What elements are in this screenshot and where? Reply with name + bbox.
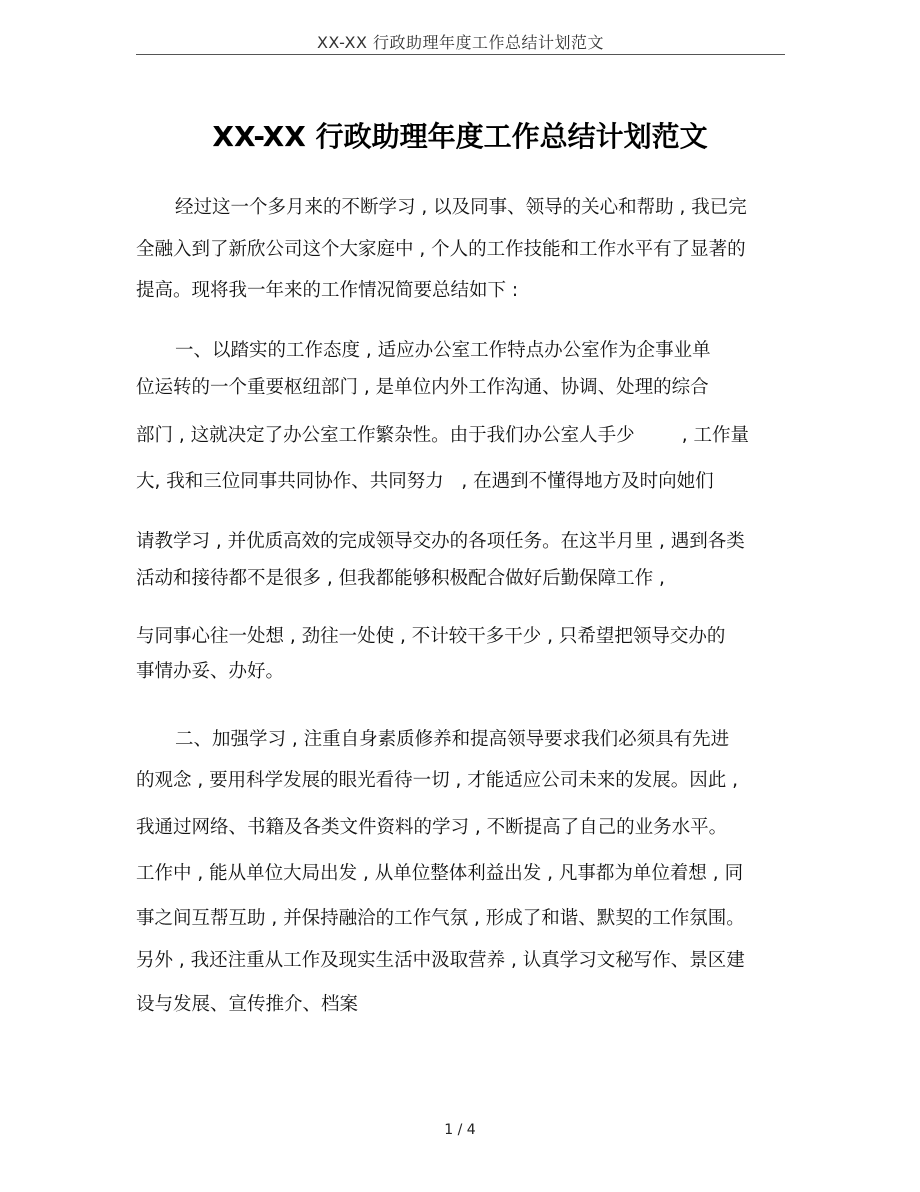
body-line: 全融入到了新欣公司这个大家庭中 , 个人的工作技能和工作水平有了显著的 xyxy=(136,239,746,260)
body-line: 我通过网络、书籍及各类文件资料的学习 , 不断提高了自己的业务水平。 xyxy=(136,817,728,838)
page-indicator: 1 / 4 xyxy=(444,1122,476,1138)
body-line: 设与发展、宣传推介、档案 xyxy=(136,994,359,1015)
body-line: 活动和接待都不是很多 , 但我都能够积极配合做好后勤保障工作 , xyxy=(136,568,665,589)
body-line: 请教学习 , 并优质高效的完成领导交办的各项任务。在这半月里 , 遇到各类 xyxy=(136,531,745,552)
body-line: 的观念 , 要用科学发展的眼光看待一切 , 才能适应公司未来的发展。因此 , xyxy=(136,770,739,791)
body-line: 大, 我和三位同事共同协作、共同努力 , 在遇到不懂得地方及时向她们 xyxy=(136,471,714,492)
body-line: 事之间互帮互助 , 并保持融洽的工作气氛 , 形成了和谐、默契的工作氛围。 xyxy=(136,908,745,929)
body-line: 另外 , 我还注重从工作及现实生活中汲取营养 , 认真学习文秘写作、景区建 xyxy=(136,950,745,971)
body-line: 工作中 , 能从单位大局出发 , 从单位整体利益出发 , 凡事都为单位着想 , 同 xyxy=(136,863,744,884)
body-line: 位运转的一个重要枢纽部门 , 是单位内外工作沟通、协调、处理的综合 xyxy=(136,377,709,398)
body-line: 一、以踏实的工作态度 , 适应办公室工作特点办公室作为企事业单 xyxy=(175,340,711,361)
body-line: 经过这一个多月来的不断学习 , 以及同事、领导的关心和帮助 , 我已完 xyxy=(175,197,747,218)
document-title: XX-XX 行政助理年度工作总结计划范文 xyxy=(212,120,708,153)
body-line: 事情办妥、办好。 xyxy=(136,661,285,682)
running-header: XX-XX 行政助理年度工作总结计划范文 xyxy=(316,33,605,52)
body-line: 与同事心往一处想 , 劲往一处使 , 不计较干多干少 , 只希望把领导交办的 xyxy=(136,626,726,647)
header-divider xyxy=(136,54,785,55)
body-line: 部门 , 这就决定了办公室工作繁杂性。由于我们办公室人手少 , 工作量 xyxy=(136,425,749,446)
body-line: 提高。现将我一年来的工作情况简要总结如下 : xyxy=(136,280,519,301)
body-line: 二、加强学习 , 注重自身素质修养和提高领导要求我们必须具有先进 xyxy=(175,729,730,750)
